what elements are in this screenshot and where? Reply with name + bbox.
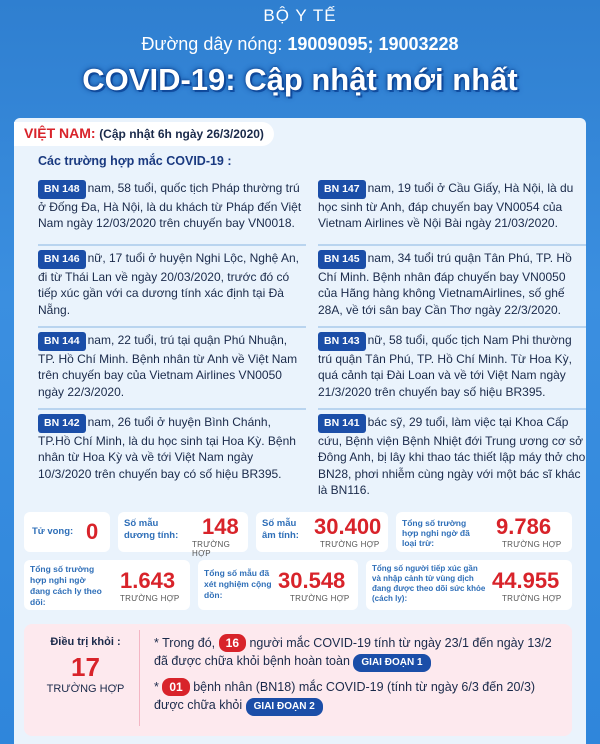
case-card — [318, 332, 586, 400]
panel-title — [14, 122, 274, 146]
ministry-name: BỘ Y TẾ — [263, 6, 337, 25]
line-text: * Trong đó, — [154, 636, 216, 650]
case-text: bác sỹ, 29 tuổi, làm việc tại Khoa Cấp cứu, Bệnh viện Bệnh Nhiệt đới Trung ương cơ sở Đông Anh, bị lây khi thao tác thiết lập máy thở cho BN28, phơi nhiễm cùng ngày với một bác sĩ khác là BN116. — [318, 415, 586, 497]
stat-label: Tử vong: — [32, 526, 74, 537]
stat-value: 1.643 — [120, 568, 176, 593]
stat-value: 30.548 — [278, 568, 346, 593]
stat-label: Tổng số trường hợp nghi ngờ đã loại trừ: — [402, 518, 470, 548]
case-text: nam, 58 tuổi, quốc tịch Pháp thường trú ở Đống Đa, Hà Nội, là du khách từ Pháp đến Việt Nam ngày 12/03/2020 trên chuyến bay VN0018. — [38, 181, 302, 230]
case-card — [318, 180, 586, 232]
case-text: nữ, 58 tuổi, quốc tịch Nam Phi thường trú quận Tân Phú, TP. Hồ Chí Minh. Từ Hoa Kỳ, quá cảnh tại Đài Loan và về tới Việt Nam ngày 21/3/2020 trên chuyến bay số hiệu BR395. — [318, 333, 572, 399]
case-card — [318, 250, 586, 318]
recovery-count: 17 — [71, 652, 100, 682]
case-id-badge: BN 142 — [38, 414, 86, 433]
divider — [318, 326, 586, 328]
case-card — [38, 414, 306, 482]
line-text: bệnh nhân (BN18) mắc COVID-19 (tính từ ngày 6/3 đến 20/3) được chữa khỏi — [154, 680, 536, 712]
stat-unit: TRƯỜNG HỢP — [502, 540, 562, 549]
stat-unit: TRƯỜNG HỢP — [290, 594, 350, 603]
stat-isolating — [24, 560, 190, 610]
info-panel — [14, 118, 586, 744]
line-text: * — [154, 680, 159, 694]
cases-label: Các trường hợp mắc COVID-19 : — [38, 154, 232, 168]
update-time: (Cập nhật 6h ngày 26/3/2020) — [99, 127, 264, 141]
stat-unit: TRƯỜNG HỢP — [502, 594, 562, 603]
header — [0, 0, 600, 112]
case-text: nữ, 17 tuổi ở huyện Nghi Lộc, Nghệ An, đi từ Thái Lan về ngày 20/03/2020, trước đó có tiếp xúc gần với ca dương tính xác định tại Đà Nẵng. — [38, 251, 299, 317]
recovery-box — [24, 624, 572, 736]
recovery-line-2 — [154, 678, 564, 716]
case-text: nam, 34 tuổi trú quận Tân Phú, TP. Hồ Chí Minh. Bệnh nhân đáp chuyến bay VN0050 của Hãng hàng không VietnamAirlines, số ghế 28A, về tới sân bay Cần Thơ ngày 22/3/2020. — [318, 251, 572, 317]
stat-excluded — [396, 512, 572, 552]
country-label: VIỆT NAM: — [24, 125, 96, 141]
divider — [38, 326, 306, 328]
case-card — [318, 414, 586, 499]
stat-label: Số mẫu dương tính: — [124, 518, 179, 541]
stat-deaths — [24, 512, 110, 552]
case-card — [38, 250, 306, 318]
recovery-details — [154, 634, 564, 716]
recovery-summary — [32, 630, 140, 726]
count-badge: 01 — [162, 678, 189, 696]
stat-unit: TRƯỜNG HỢP — [120, 594, 180, 603]
case-id-badge: BN 146 — [38, 250, 86, 269]
case-text: nam, 26 tuổi ở huyện Bình Chánh, TP.Hồ Chí Minh, là du học sinh tại Hoa Kỳ. Bệnh nhân từ Hoa Kỳ và về tới Việt Nam ngày 10/3/2020 trên chuyến bay có số hiệu BR395. — [38, 415, 296, 481]
stat-label: Tổng số người tiếp xúc gần và nhập cảnh từ vùng dịch đang được theo dõi sức khỏe (cách ly): — [372, 564, 486, 603]
stat-value: 30.400 — [314, 514, 382, 539]
stat-contacts — [366, 560, 572, 610]
stat-value: 148 — [202, 514, 239, 539]
divider — [318, 408, 586, 410]
stat-label: Tổng số mẫu đã xét nghiệm cộng dồn: — [204, 568, 272, 600]
stat-positive — [118, 512, 248, 558]
stat-value: 9.786 — [496, 514, 552, 539]
hotline — [0, 34, 600, 55]
recovery-unit: TRƯỜNG HỢP — [46, 683, 125, 695]
count-badge: 16 — [219, 634, 246, 652]
headline: COVID-19: Cập nhật mới nhất — [82, 62, 518, 97]
divider — [38, 408, 306, 410]
case-text: nam, 22 tuổi, trú tại quận Phú Nhuận, TP. Hồ Chí Minh. Bệnh nhân từ Anh về Việt Nam trên chuyến bay của Vietnam Airlines VN0050 ngày 22/3/2020. — [38, 333, 298, 399]
case-text: nam, 19 tuổi ở Cầu Giấy, Hà Nội, là du học sinh từ Anh, đáp chuyến bay VN0054 của Vietnam Airlines về Nội Bài ngày 21/03/2020. — [318, 181, 574, 230]
case-id-badge: BN 145 — [318, 250, 366, 269]
stat-unit: TRƯỜNG HỢP — [192, 540, 231, 558]
divider — [318, 244, 586, 246]
line-text: người mắc COVID-19 tính từ ngày 23/1 đến ngày 13/2 đã được chữa khỏi bệnh hoàn toàn — [154, 636, 552, 668]
recovery-line-1 — [154, 634, 564, 672]
stat-label: Số mẫu âm tính: — [262, 518, 299, 541]
hotline-prefix: Đường dây nóng: — [141, 34, 288, 54]
stat-value: 0 — [86, 519, 99, 544]
case-card — [38, 332, 306, 400]
stat-tests — [198, 560, 358, 610]
stat-unit: TRƯỜNG HỢP — [320, 540, 380, 549]
case-id-badge: BN 143 — [318, 332, 366, 351]
case-id-badge: BN 144 — [38, 332, 86, 351]
case-card — [38, 180, 306, 232]
hotline-numbers: 19009095; 19003228 — [287, 34, 459, 54]
stat-value: 44.955 — [492, 568, 560, 593]
stat-label: Tổng số trường hợp nghi ngờ đang cách ly theo dõi: — [30, 564, 102, 607]
case-id-badge: BN 147 — [318, 180, 366, 199]
stat-negative — [256, 512, 388, 552]
divider — [38, 244, 306, 246]
recovery-label: Điều trị khỏi : — [50, 636, 121, 648]
case-id-badge: BN 141 — [318, 414, 366, 433]
case-id-badge: BN 148 — [38, 180, 86, 199]
phase-badge: GIAI ĐOẠN 1 — [353, 654, 430, 672]
phase-badge: GIAI ĐOẠN 2 — [246, 698, 323, 716]
